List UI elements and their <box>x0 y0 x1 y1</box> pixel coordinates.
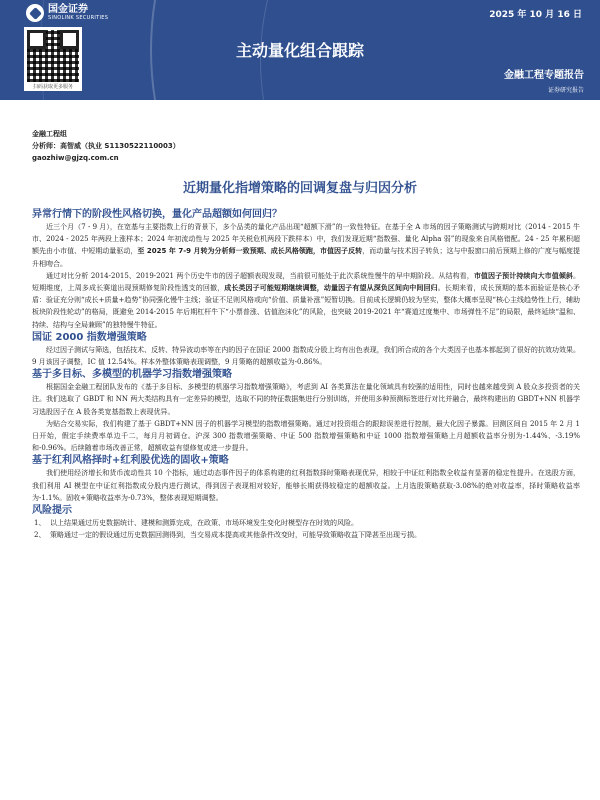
paragraph <box>32 221 580 270</box>
risk-item <box>32 517 580 529</box>
section-heading: 基于红利风格择时+红利股优选的固收+策略 <box>32 455 229 467</box>
text-run: 根据国金金融工程团队发布的《基于多目标、多模型的机器学习指数增强策略》，考虑到 AI 各类算法在量化领域具有较强的适用性，同时也越来越受到 A 股众多投资者的关注。我们选取了 GBDT 和 NN 两大类结构具有一定差异的模型，选取不同的特征数据集进行分别训练，并使用多种预测标签进行对比并融合，最终构建出的 GBDT+NN 机器学习选股因子在 A 股各类宽基指数上表现优异。 <box>32 383 580 416</box>
paragraph <box>32 381 580 418</box>
bold-text: 至 2025 年 7-9 月转为分析师一致预期、成长风格领跑，市值因子反转 <box>137 247 363 256</box>
risk-item <box>32 529 580 541</box>
logo-name-cn: 国金证券 <box>48 4 88 15</box>
risk-number: 1、 <box>34 519 46 528</box>
text-run: ，而动量与技术因子转负；这与中报窗口前后预期上修的广度与幅度提升相吻合。 <box>32 247 580 268</box>
risk-text: 以上结果通过历史数据统计、建模和测算完成，在政策、市场环境发生变化时模型存在时效的风险。 <box>50 519 358 528</box>
paragraph <box>32 270 580 331</box>
report-title: 主动量化组合跟踪 <box>235 41 364 60</box>
team-name: 金融工程组 <box>32 130 67 138</box>
bold-text: 市值因子预计持续向大市值倾斜 <box>473 271 574 280</box>
logo-name-en: SINOLINK SECURITIES <box>48 15 109 21</box>
text-run: 近三个月（7 - 9 月），在宽基与主要指数上行的背景下，多个品类的量化产品出现“超额下滑”的一致性特征。在基于全 A 市场的因子策略测试与跨期对比（2014 - 2015 牛市、2024 - 2025 年两段上涨样本；2024 年初流动性与 2025 年关税危机两段下跌样本）中，我们发现近期“指数强、量化 Alpha 弱”的现象来自风格错配。24 - 25 年累积超额先由小市值、中短期动量驱动， <box>32 223 580 256</box>
report-type: 金融工程专题报告 <box>504 70 584 81</box>
qr-label: 扫码获取更多服务 <box>32 84 73 90</box>
logo-icon <box>26 4 44 22</box>
text-run: 。短期维度，上周多成长赛道出现预期修复阶段性透支的回撤， <box>32 271 581 293</box>
risk-heading: 风险提示 <box>32 505 72 517</box>
text-run: 经过因子测试与筛选，包括技术、反转、特异波动率等在内的因子在国证 2000 指数成分股上均有出色表现，我们所合成的各个大类因子也基本都起到了很好的抗效功效果。9 月该因子调整，IC 值 12.54%。样本外整体策略表现调整，9 月策略的超额收益为-0.86%。 <box>32 345 580 367</box>
report-body <box>32 208 580 541</box>
paragraph <box>32 467 580 504</box>
text-run: 。长期来看，成长预期的基本面验证是核心矛盾：验证充分则“成长+质量+趋势”协同强化慢牛主线；验证不足则风格或向“价值、质量补涨”短暂切换。目前成长逻辑仍较为坚实，整体大概率呈现“核心主线趋势性上行，辅助板块阶段性轮动”的格局，既避免 2014-2015 年后期杠杆牛下“小票普涨、估值泡沫化”的风险，也突破 2019-2021 年“赛道过度集中、市场弹性不足”的局限，最终延续“温和、持续、结构与全局兼顾”的独特慢牛特征。 <box>32 284 581 329</box>
risk-text: 策略通过一定的假设通过历史数据回测得到，当交易成本提高或其他条件改变时，可能导致策略收益下降甚至出现亏损。 <box>50 531 421 540</box>
section-heading: 基于多目标、多模型的机器学习指数增强策略 <box>32 369 232 381</box>
author-block <box>32 128 180 164</box>
header-banner <box>0 0 600 100</box>
bold-text: 成长类因子可能短期继续调整，动量因子有望从深负区间向中间回归 <box>224 284 438 293</box>
main-title: 近期量化指增策略的回调复盘与归因分析 <box>182 181 417 196</box>
analyst-email[interactable]: gaozhiw@gjzq.com.cn <box>32 154 119 162</box>
risk-number: 2、 <box>34 531 46 540</box>
text-run: 为贴合交易实际，我们构建了基于 GBDT+NN 因子的机器学习模型的指数增强策略。通过对投资组合的跟踪误差进行控制，最大化因子暴露。回测区间自 2015 年 2 月 1 日开始，假定手续费率单边千二，每月月初调仓。沪深 300 指数增强策略、中证 500 指数增强策略和中证 1000 指数增强策略上月超额收益率分别为-1.44%、-3.19%和-0.96%。后续随着市场改善正常，超额收益有望修复或进一步提升。 <box>32 419 580 453</box>
report-date: 2025 年 10 月 16 日 <box>489 10 582 20</box>
paragraph <box>32 344 580 368</box>
text-run: 我们使用经济增长和货币流动性共 10 个指标，通过动态事件因子的体系构建的红利指数择时策略表现优异，相较于中证红利指数全收益有显著的稳定性提升。在选股方面，我们利用 AI 模型在中证红利指数成分股内进行测试，得到因子表现相对较好，能够长期获得较稳定的超额收益。上月选股策略获取-3.08%的绝对收益率，择时策略收益率为-1.1%。固收+策略收益率为-0.73%，整体表现短期调整。 <box>32 469 580 502</box>
section-heading: 异常行情下的阶段性风格切换，量化产品超额如何回归？ <box>32 209 282 220</box>
company-logo <box>26 4 108 22</box>
analyst-name: 分析师：高智威（执业 S1130522110003） <box>32 142 180 150</box>
report-subtype: 证券研究报告 <box>547 87 584 94</box>
section-heading: 国证 2000 指数增强策略 <box>32 331 147 343</box>
text-run: 通过对比分析 2014-2015、2019-2021 两个历史牛市的因子超额表现发现，当前很可能处于此次系统性慢牛的早中期阶段。从结构看， <box>46 271 474 280</box>
paragraph <box>32 418 580 455</box>
